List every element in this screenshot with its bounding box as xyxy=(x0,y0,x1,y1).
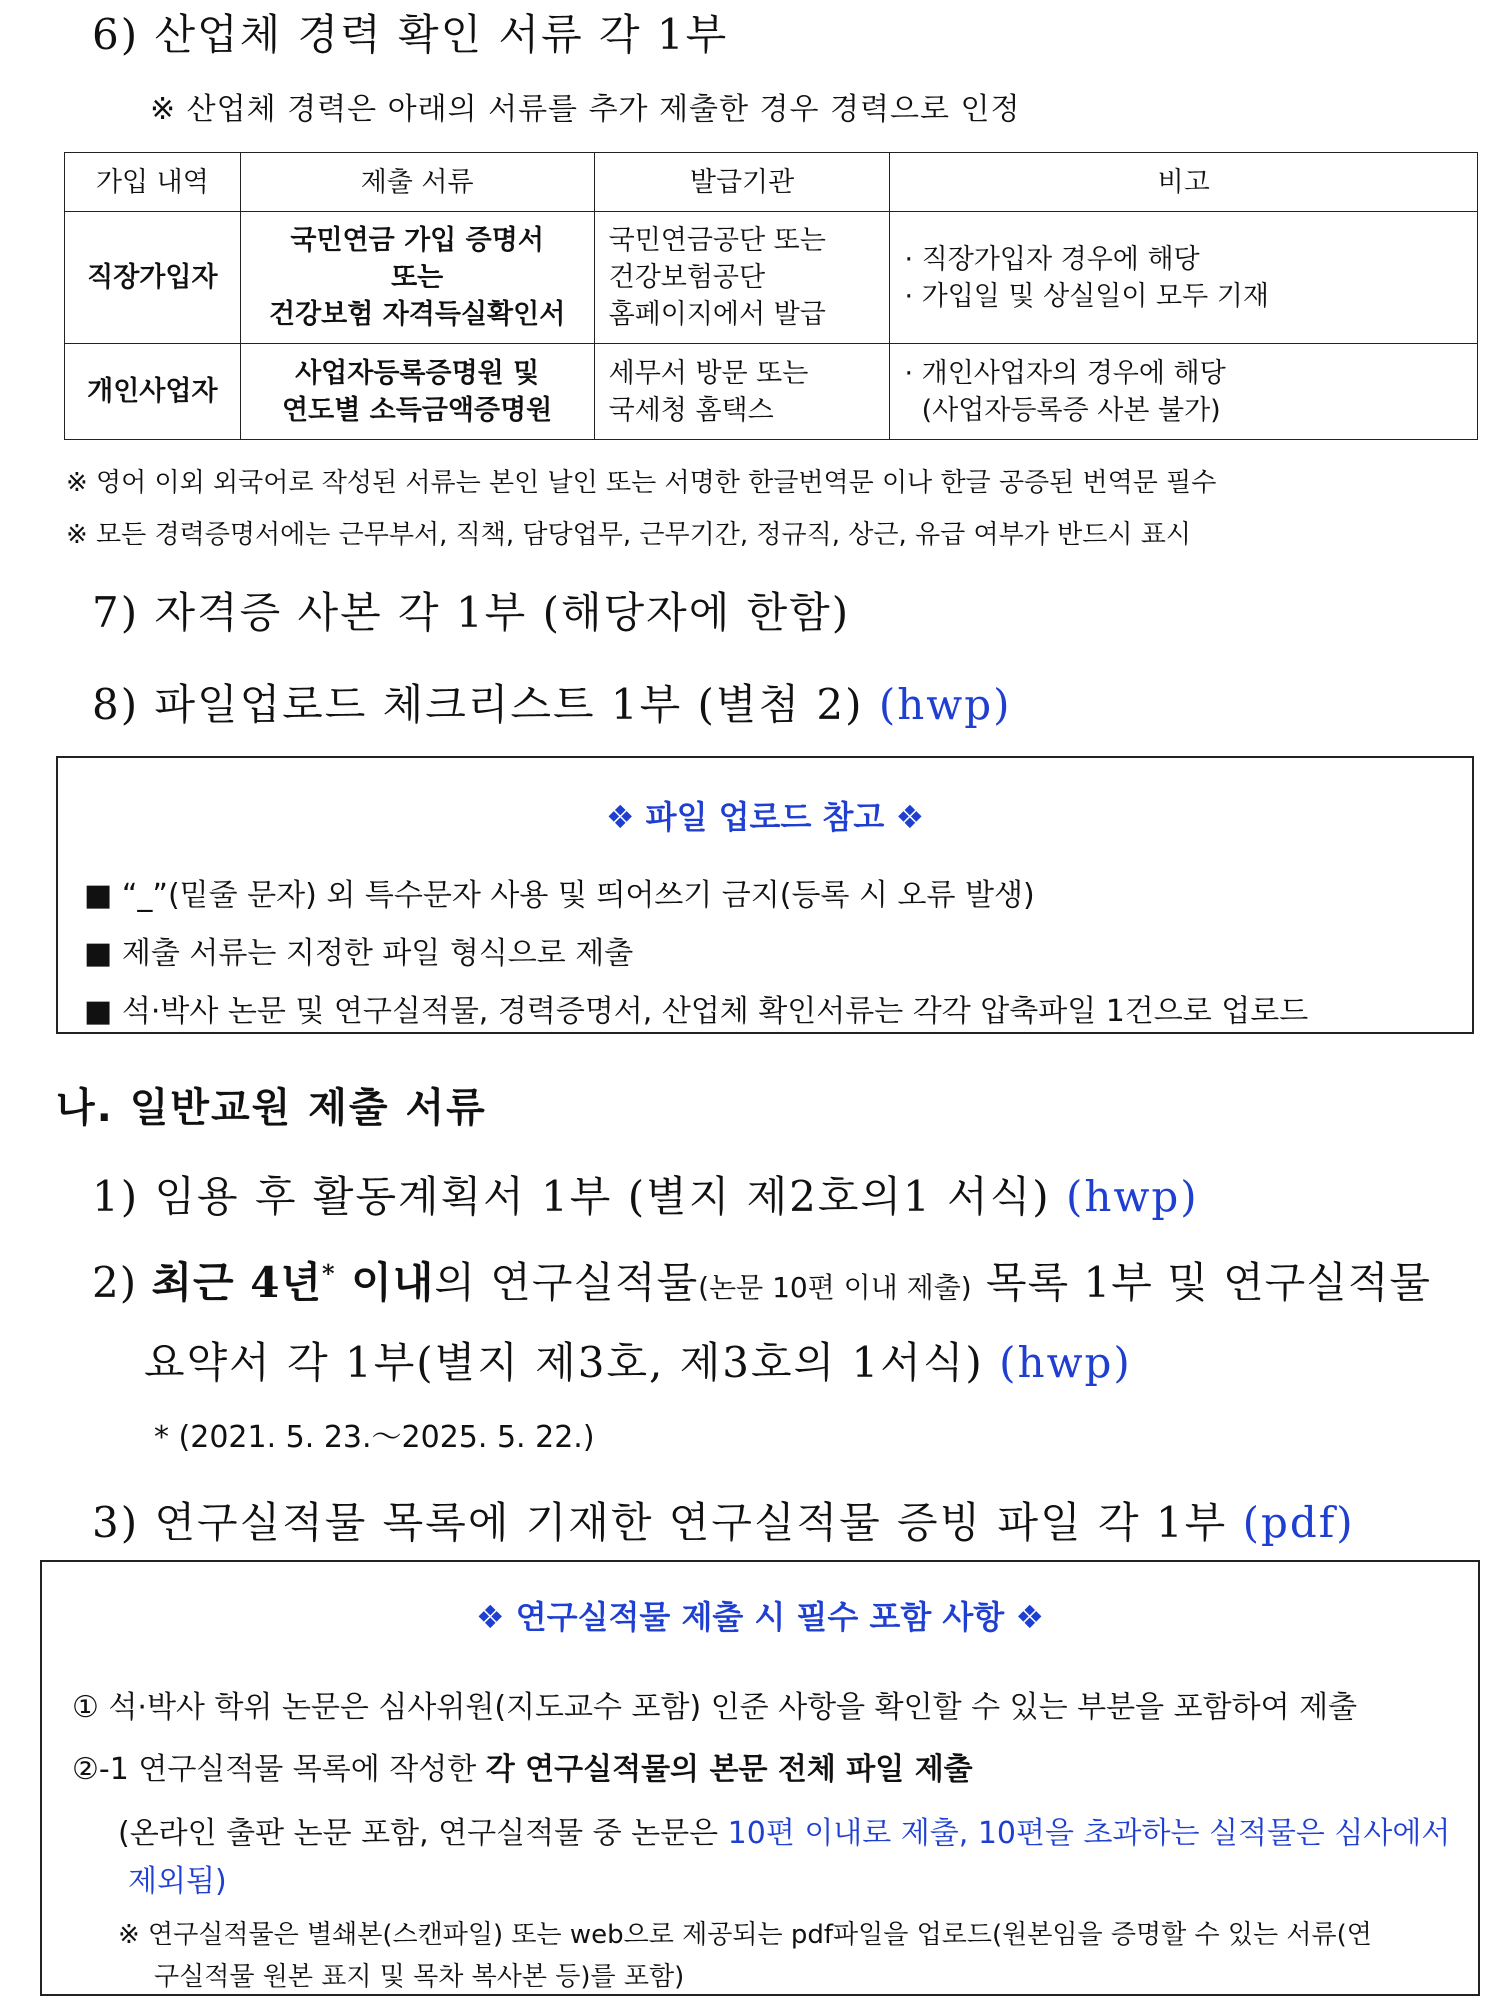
table-header-cell: 제출 서류 xyxy=(240,153,594,212)
table-cell-issuer: 세무서 방문 또는 국세청 홈택스 xyxy=(594,344,890,440)
research-note-footnote2: 구실적물 원본 표지 및 목차 복사본 등)를 포함) xyxy=(154,1962,685,1992)
table-header-cell: 가입 내역 xyxy=(65,153,241,212)
research-note-emphasis: 각 연구실적물의 본문 전체 파일 제출 xyxy=(485,1752,973,1787)
table-cell-type: 개인사업자 xyxy=(65,344,241,440)
upload-note-bullet: ■ 제출 서류는 지정한 파일 형식으로 제출 xyxy=(84,936,634,971)
table-cell-docs: 국민연금 가입 증명서 또는 건강보험 자격득실확인서 xyxy=(240,212,594,344)
section-heading: 나. 일반교원 제출 서류 xyxy=(56,1085,487,1131)
item6-note: ※ 산업체 경력은 아래의 서류를 추가 제출한 경우 경력으로 인정 xyxy=(150,92,1021,127)
na-item1-hwp-link[interactable]: (hwp) xyxy=(1066,1172,1199,1221)
na-item3-label: 3) 연구실적물 목록에 기재한 연구실적물 증빙 파일 각 1부 xyxy=(92,1498,1228,1547)
research-note-title: ❖ 연구실적물 제출 시 필수 포함 사항 ❖ xyxy=(475,1598,1045,1636)
table-note-2: ※ 모든 경력증명서에는 근무부서, 직책, 담당업무, 근무기간, 정규직, 상근, 유급 여부가 반드시 표시 xyxy=(66,520,1191,550)
na-item1-label: 1) 임용 후 활동계획서 1부 (별지 제2호의1 서식) xyxy=(92,1172,1051,1221)
table-cell-type: 직장가입자 xyxy=(65,212,241,344)
item8-hwp-link[interactable]: (hwp) xyxy=(878,680,1012,729)
upload-note-bullet: ■ “_”(밑줄 문자) 외 특수문자 사용 및 띄어쓰기 금지(등록 시 오류 발생) xyxy=(84,878,1035,913)
table-note-1: ※ 영어 이외 외국어로 작성된 서류는 본인 날인 또는 서명한 한글번역문 이나 한글 공증된 번역문 필수 xyxy=(66,468,1217,498)
table-cell-issuer: 국민연금공단 또는 건강보험공단 홈페이지에서 발급 xyxy=(594,212,890,344)
na-item2-star: * xyxy=(322,1259,336,1288)
item6-label: 6) 산업체 경력 확인 서류 각 1부 xyxy=(92,10,729,59)
item7-label: 7) 자격증 사본 각 1부 (해당자에 한함) xyxy=(92,588,851,637)
research-note-line3: (온라인 출판 논문 포함, 연구실적물 중 논문은 10편 이내로 제출, 10편을 초과하는 실적물은 심사에서 xyxy=(118,1816,1451,1851)
research-note-line4: 제외됨) xyxy=(128,1864,227,1899)
table-cell-docs: 사업자등록증명원 및 연도별 소득금액증명원 xyxy=(240,344,594,440)
table-header-row xyxy=(65,153,1478,212)
na-item2-line2: 요약서 각 1부(별지 제3호, 제3호의 1서식) (hwp) xyxy=(144,1338,1132,1387)
na-item2-bold-period: 최근 4년 xyxy=(151,1258,323,1307)
na-item2-small-note: (논문 10편 이내 제출) xyxy=(698,1271,972,1304)
research-note-line1: ① 석·박사 학위 논문은 심사위원(지도교수 포함) 인준 사항을 확인할 수 있는 부분을 포함하여 제출 xyxy=(72,1690,1358,1725)
table-cell-remarks: · 직장가입자 경우에 해당 · 가입일 및 상실일이 모두 기재 xyxy=(890,212,1478,344)
research-note-box xyxy=(40,1560,1480,1996)
item8-label: 8) 파일업로드 체크리스트 1부 (별첨 2) xyxy=(92,680,864,729)
na-item2-line1: 2) 최근 4년* 이내의 연구실적물(논문 10편 이내 제출) 목록 1부 및 연구실적물 xyxy=(92,1258,1431,1307)
upload-note-box xyxy=(56,756,1474,1034)
research-note-highlight: 10편 이내로 제출, 10편을 초과하는 실적물은 심사에서 xyxy=(727,1816,1451,1851)
na-item2-hwp-link[interactable]: (hwp) xyxy=(999,1338,1132,1387)
upload-note-bullet: ■ 석·박사 논문 및 연구실적물, 경력증명서, 산업체 확인서류는 각각 압축파일 1건으로 업로드 xyxy=(84,994,1309,1029)
na-item3-pdf-link[interactable]: (pdf) xyxy=(1242,1498,1355,1547)
table-row xyxy=(65,344,1478,440)
table-header-cell: 발급기관 xyxy=(594,153,890,212)
na-item1-line xyxy=(92,1164,1199,1224)
upload-note-title: ❖ 파일 업로드 참고 ❖ xyxy=(605,798,925,836)
career-table xyxy=(64,152,1478,440)
na-item3-line xyxy=(92,1490,1355,1550)
table-header-cell: 비고 xyxy=(890,153,1478,212)
na-item2-footnote: * (2021. 5. 23.～2025. 5. 22.) xyxy=(154,1420,595,1455)
research-note-line2: ②-1 연구실적물 목록에 작성한 각 연구실적물의 본문 전체 파일 제출 xyxy=(72,1752,973,1787)
item8-line xyxy=(92,672,1012,732)
table-row xyxy=(65,212,1478,344)
research-note-footnote1: ※ 연구실적물은 별쇄본(스캔파일) 또는 web으로 제공되는 pdf파일을 업로드(원본임을 증명할 수 있는 서류(연 xyxy=(118,1920,1372,1950)
table-cell-remarks: · 개인사업자의 경우에 해당 (사업자등록증 사본 불가) xyxy=(890,344,1478,440)
